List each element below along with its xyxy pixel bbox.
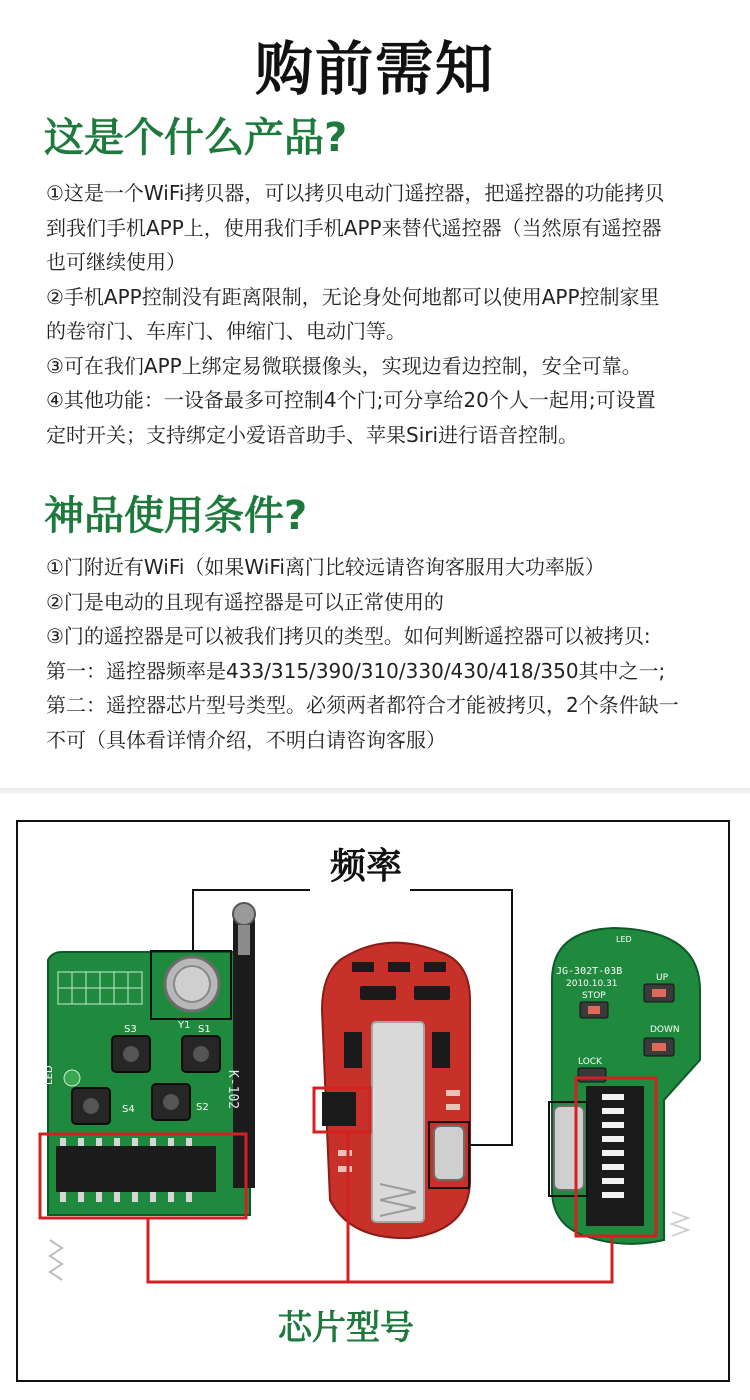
section2-line: ①门附近有WiFi（如果WiFi离门比较远请咨询客服用大功率版）: [46, 555, 605, 579]
section2-line: 第二：遥控器芯片型号类型。必须两者都符合才能被拷贝，2个条件缺一: [46, 693, 679, 717]
board1-silk-k102: K-102: [225, 1070, 240, 1110]
board3-silk-led: LED: [616, 935, 632, 944]
pcb-board-middle: [322, 943, 470, 1238]
section2-line: ③门的遥控器是可以被我们拷贝的类型。如何判断遥控器可以被拷贝:: [46, 624, 651, 648]
board1-silk-s1: S1: [198, 1024, 211, 1035]
board1-silk-s4: S4: [122, 1104, 135, 1115]
chip-model-label: 芯片型号: [278, 1308, 414, 1348]
section1-line: 的卷帘门、车库门、伸缩门、电动门等。: [46, 319, 406, 343]
section1-line: 也可继续使用）: [46, 250, 186, 274]
board3-silk-stop: STOP: [582, 991, 606, 1001]
frequency-label: 频率: [330, 846, 403, 887]
section1-line: 定时开关；支持绑定小爱语音助手、苹果Siri进行语音控制。: [46, 422, 579, 447]
board3-silk-down: DOWN: [650, 1025, 680, 1035]
page-title: 购前需知: [254, 35, 495, 103]
board3-silk-lock: LOCK: [578, 1057, 602, 1067]
board3-silk-date: 2010.10.31: [566, 979, 618, 989]
section-heading-usage-conditions: 神品使用条件?: [44, 493, 308, 539]
section1-line: ②手机APP控制没有距离限制，无论身处何地都可以使用APP控制家里: [46, 284, 660, 309]
board1-silk-y1: Y1: [178, 1020, 191, 1031]
section1-line: 到我们手机APP上，使用我们手机APP来替代遥控器（当然原有遥控器: [46, 215, 662, 240]
section1-line: ③可在我们APP上绑定易微联摄像头，实现边看边控制，安全可靠。: [46, 353, 642, 378]
section2-line: 第一：遥控器频率是433/315/390/310/330/430/418/350其中之一;: [46, 658, 666, 683]
board1-silk-s2: S2: [196, 1102, 209, 1113]
board3-silk-up: UP: [656, 973, 669, 983]
board1-silk-s3: S3: [124, 1024, 137, 1035]
section-heading-what-is-it: 这是个什么产品?: [44, 115, 348, 161]
section2-line: ②门是电动的且现有遥控器是可以正常使用的: [46, 589, 444, 614]
section1-line: ④其他功能：一设备最多可控制4个门;可分享给20个人一起用;可设置: [46, 388, 656, 412]
board3-silk-model: JG-302T-03B: [556, 966, 623, 977]
section1-line: ①这是一个WiFi拷贝器，可以拷贝电动门遥控器，把遥控器的功能拷贝: [46, 181, 665, 205]
board1-silk-led: LED: [44, 1065, 55, 1085]
section2-line: 不可（具体看详情介绍，不明白请咨询客服）: [46, 727, 446, 752]
